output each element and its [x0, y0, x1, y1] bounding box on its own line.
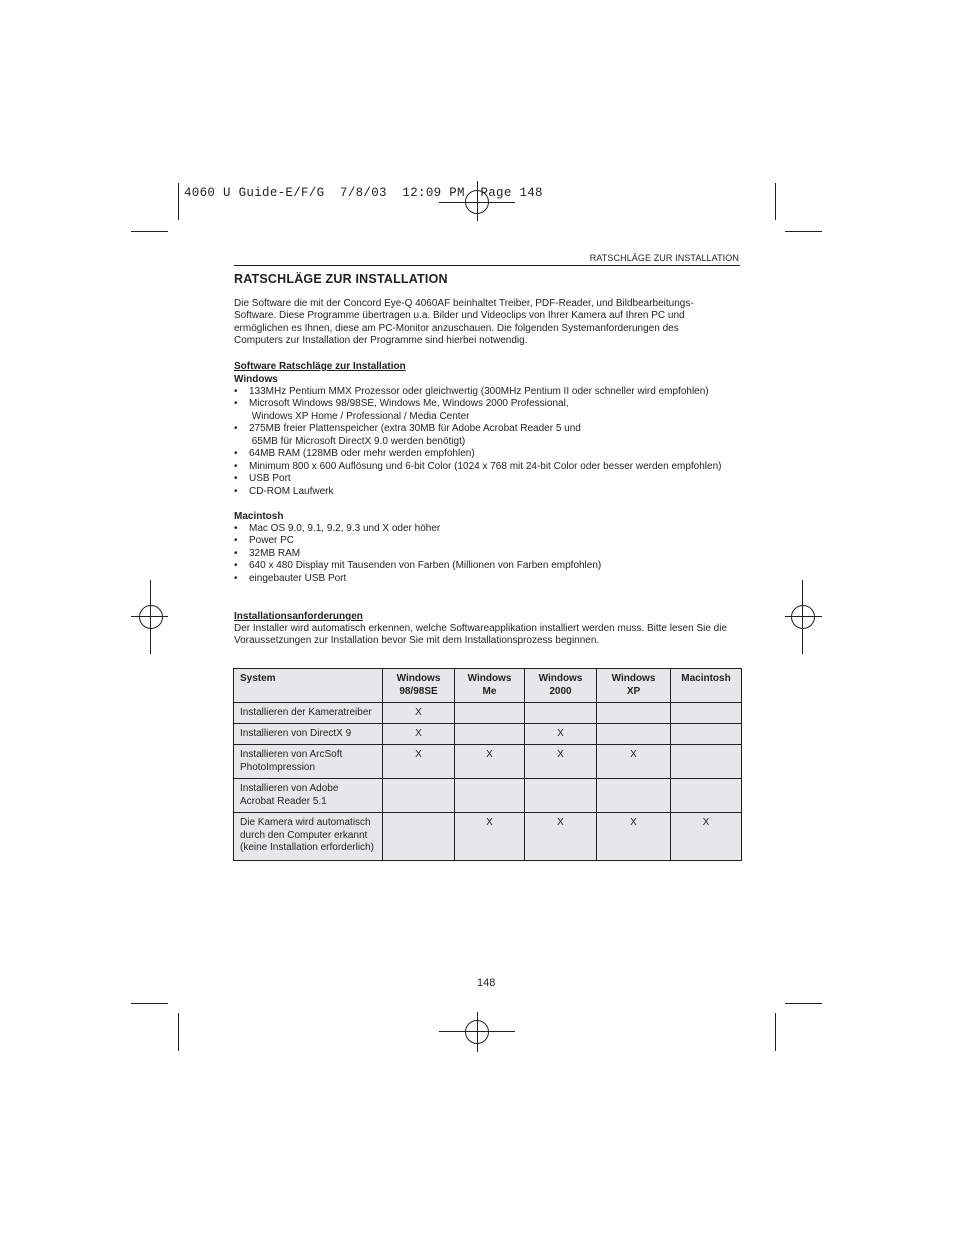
registration-target	[139, 605, 163, 629]
list-item: • 32MB RAM	[234, 548, 601, 560]
table-cell: X	[383, 745, 455, 779]
intro-line: Computers zur Installation der Programme sind hierbei notwendig.	[234, 335, 528, 347]
table-header	[455, 669, 525, 703]
list-item: • 64MB RAM (128MB oder mehr werden empfohlen)	[234, 448, 721, 460]
table-cell: X	[597, 813, 671, 861]
table-cell	[671, 724, 742, 745]
table-cell	[525, 703, 597, 724]
table-cell: X	[671, 813, 742, 861]
table-cell: X	[597, 745, 671, 779]
row-label: Installieren von ArcSoft PhotoImpression	[234, 745, 383, 779]
table-header	[597, 669, 671, 703]
intro-line: ermöglichen es Ihnen, diese am PC-Monitor anzuschauen. Die folgenden Systemanforderungen des	[234, 322, 679, 334]
software-heading: Software Ratschläge zur Installation	[234, 361, 406, 372]
header-label: Windows XP	[611, 673, 656, 697]
table-cell: X	[455, 813, 525, 861]
macintosh-heading: Macintosh	[234, 511, 284, 522]
table-cell: X	[383, 703, 455, 724]
list-item: • 275MB freier Plattenspeicher (extra 30MB für Adobe Acrobat Reader 5 und 65MB für Microsoft DirectX 9.0 werden benötigt)	[234, 423, 721, 448]
row-label: Installieren der Kameratreiber	[234, 703, 383, 724]
crop-mark	[131, 1003, 168, 1004]
intro-line: Software. Diese Programme übertragen u.a. Bilder und Videoclips von Ihrer Kamera auf Ihren PC und	[234, 310, 685, 322]
printer-slug: 4060 U Guide-E/F/G 7/8/03 12:09 PM Page 148	[184, 186, 543, 200]
table-cell: X	[383, 724, 455, 745]
windows-requirements-list	[234, 386, 721, 498]
registration-target	[791, 605, 815, 629]
paragraph-line: Der Installer wird automatisch erkennen, welche Softwareapplikation installiert werden muss. Bitte lesen Sie die	[234, 623, 728, 634]
header-label: Macintosh	[681, 673, 731, 684]
table-cell	[383, 779, 455, 813]
intro-line: Die Software die mit der Concord Eye-Q 4060AF beinhaltet Treiber, PDF-Reader, und Bildbearbeitungs-	[234, 298, 694, 309]
header-label: System	[240, 673, 276, 684]
row-label: Die Kamera wird automatisch durch den Computer erkannt (keine Installation erforderlich)	[234, 813, 383, 861]
page-number: 148	[477, 977, 496, 989]
table-cell	[597, 703, 671, 724]
install-requirements-paragraph	[234, 623, 744, 648]
table-header	[383, 669, 455, 703]
list-item: • CD-ROM Laufwerk	[234, 486, 721, 498]
list-item: • Microsoft Windows 98/98SE, Windows Me, Windows 2000 Professional, Windows XP Home / Professional / Media Center	[234, 398, 721, 423]
header-label: Windows 98/98SE	[396, 673, 441, 697]
table-cell	[455, 724, 525, 745]
header-rule	[234, 265, 740, 266]
crop-mark	[178, 183, 179, 220]
table-cell	[525, 779, 597, 813]
table-header	[671, 669, 742, 703]
list-item: • Mac OS 9.0, 9.1, 9.2, 9.3 und X oder höher	[234, 523, 601, 535]
table-row	[234, 745, 742, 779]
crop-mark	[131, 231, 168, 232]
header-label: Windows Me	[467, 673, 512, 697]
list-item: • Power PC	[234, 535, 601, 547]
table-cell: X	[455, 745, 525, 779]
table-row	[234, 779, 742, 813]
windows-heading: Windows	[234, 374, 278, 385]
table-header	[234, 669, 383, 703]
table-cell: X	[525, 724, 597, 745]
table-cell	[383, 813, 455, 861]
list-item: • Minimum 800 x 600 Auflösung und 6-bit Color (1024 x 768 mit 24-bit Color oder besser werden empfohlen)	[234, 461, 721, 473]
crop-mark	[785, 1003, 822, 1004]
table-cell	[671, 779, 742, 813]
list-item: • 640 x 480 Display mit Tausenden von Farben (Millionen von Farben empfohlen)	[234, 560, 601, 572]
intro-paragraph	[234, 298, 744, 348]
section-title: RATSCHLÄGE ZUR INSTALLATION	[234, 272, 448, 286]
crop-mark	[775, 183, 776, 220]
header-label: Windows 2000	[538, 673, 583, 697]
running-head: RATSCHLÄGE ZUR INSTALLATION	[589, 253, 739, 263]
crop-mark	[775, 1013, 776, 1051]
install-requirements-heading: Installationsanforderungen	[234, 611, 363, 622]
table-cell	[455, 779, 525, 813]
table-cell	[671, 745, 742, 779]
row-label: Installieren von DirectX 9	[234, 724, 383, 745]
table-header	[525, 669, 597, 703]
list-item: • USB Port	[234, 473, 721, 485]
macintosh-requirements-list	[234, 523, 601, 585]
table-row	[234, 703, 742, 724]
table-cell	[597, 779, 671, 813]
table-cell: X	[525, 745, 597, 779]
table-cell	[597, 724, 671, 745]
list-item: • 133MHz Pentium MMX Prozessor oder gleichwertig (300MHz Pentium II oder schneller wird empfohlen)	[234, 386, 721, 398]
table-cell: X	[525, 813, 597, 861]
table-cell	[455, 703, 525, 724]
registration-target	[465, 1020, 489, 1044]
table-cell	[671, 703, 742, 724]
crop-mark	[785, 231, 822, 232]
paragraph-line: Voraussetzungen zur Installation bevor Sie mit dem Installationsprozess beginnen.	[234, 635, 600, 647]
crop-mark	[178, 1013, 179, 1051]
list-item: • eingebauter USB Port	[234, 573, 601, 585]
installation-table	[233, 668, 742, 861]
table-row	[234, 724, 742, 745]
table-row	[234, 813, 742, 861]
row-label: Installieren von Adobe Acrobat Reader 5.1	[234, 779, 383, 813]
